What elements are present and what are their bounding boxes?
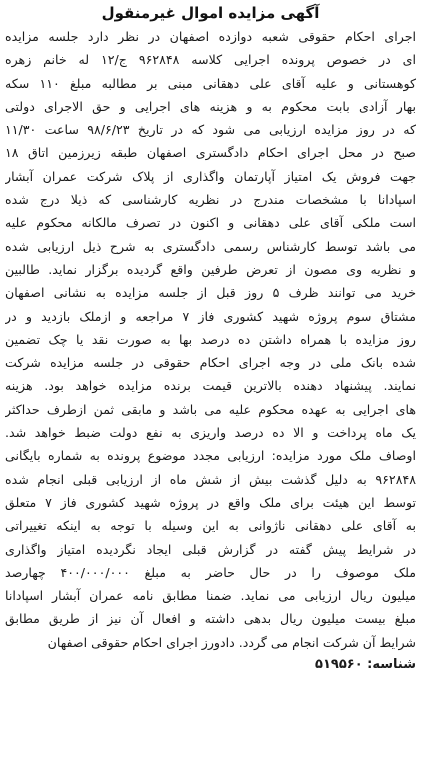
notice-line: به آقای علی دهقانی ناژوانی به این وسیله با توجه به اینکه تغییراتی (5, 518, 416, 534)
notice-line: روز مزایده با همراه داشتن ده درصد بها به صورت نقد یا چک تضمین (5, 331, 416, 347)
notice-code: شناسه: ۵۱۹۵۶۰ (315, 657, 416, 673)
notice-line: مبلغ بیست میلیون ریال بدهی داشته و افعال آن نیز از طریق مطابق (5, 611, 416, 627)
notice-line: در شرایط پیش گفته در گزارش قبلی ایجاد نگردیده امتیاز واگذاری (5, 541, 416, 557)
notice-line: نمایند. پیشنهاد دهنده بالاترین قیمت برنده مزایده خواهد بود. هزینه (5, 378, 416, 394)
notice-line: ملک موصوف را در حال حاضر به مبلغ ۴۰۰/۰۰۰/۰۰۰ چهارصد (5, 564, 416, 580)
notice-line: شده بانک ملی در وجه اجرای احکام حقوقی در جلسه مزایده شرکت (5, 355, 416, 371)
notice-line: است ملکی آقای علی دهقانی و اکنون در تصرف مالکانه محکوم علیه (5, 215, 416, 231)
notice-line: و نظریه وی مصون از تعرض طرفین واقع گردیده برگزار نماید. طالبین (5, 261, 416, 277)
notice-line: اجرای احکام حقوقی شعبه دوازده اصفهان در نظر دارد جلسه مزایده (5, 29, 416, 44)
notice-line: خرید می توانند ظرف ۵ روز قبل از جلسه مزایده به نشانی اصفهان (5, 285, 416, 301)
notice-line: بهار آزادی بابت محکوم به و هزینه های اجرایی و حق الاجرای دولتی (5, 98, 416, 114)
notice-line: صبح در محل اجرای احکام دادگستری اصفهان طبقه زیرزمین اتاق ۱۸ (5, 145, 416, 161)
notice-line: میلیون ریال ارزیابی می نماید. ضمنا مطابق نامه عمران آبشار اسپادانا (5, 588, 416, 604)
notice-line: اسپادانا با مشخصات مندرج در نظریه کارشناسی که ذیلا درج شده (5, 192, 416, 208)
notice-line: جهت فروش یک امتیاز آپارتمان واگذاری از پلاک شرکت عمران آبشار (5, 168, 416, 184)
notice-line: های اجرایی به عهده محکوم علیه می باشد و مابقی ثمن ازطرف حداکثر (5, 401, 416, 417)
notice-line: شرایط آن شرکت انجام می گردد. دادورز اجرای احکام حقوقی اصفهان (47, 634, 416, 650)
notice-line: اوصاف ملک مورد مزایده: ارزیابی مجدد موضوع پرونده به شماره بایگانی (5, 448, 416, 464)
notice-line: ای در خصوص پرونده اجرایی کلاسه ۹۶۲۸۴۸ ج/۱۲ له خانم زهره (5, 52, 416, 68)
notice-line: مشتاق سوم پروژه شهید کشوری فاز ۷ مراجعه و ازملک بازدید و در (5, 308, 416, 324)
notice-body (5, 25, 416, 654)
notice-line: که در روز مزایده ارزیابی می شود که در تاریخ ۹۸/۶/۲۳ ساعت ۱۱/۳۰ (5, 122, 416, 138)
notice-line: یک ماه پرداخت و الا ده درصد واریزی به نفع دولت ضبط خواهد شد. (5, 425, 416, 441)
notice-line: توسط این هیئت برای ملک واقع در پروژه شهید کشوری فاز ۷ متعلق (5, 494, 416, 510)
notice-title: آگهی مزایده اموال غیرمنقول (101, 4, 320, 22)
notice-line: ۹۶۲۸۴۸ به دلیل گذشت بیش از شش ماه از ارزیابی قبلی انجام شده (5, 471, 416, 487)
notice-line: کوهستانی و علیه آقای علی دهقانی مبنی بر مطالبه مبلغ ۱۱۰ سکه (5, 75, 416, 91)
notice-line: می باشد توسط کارشناس رسمی دادگستری به شرح ذیل ارزیابی شده (5, 238, 416, 254)
